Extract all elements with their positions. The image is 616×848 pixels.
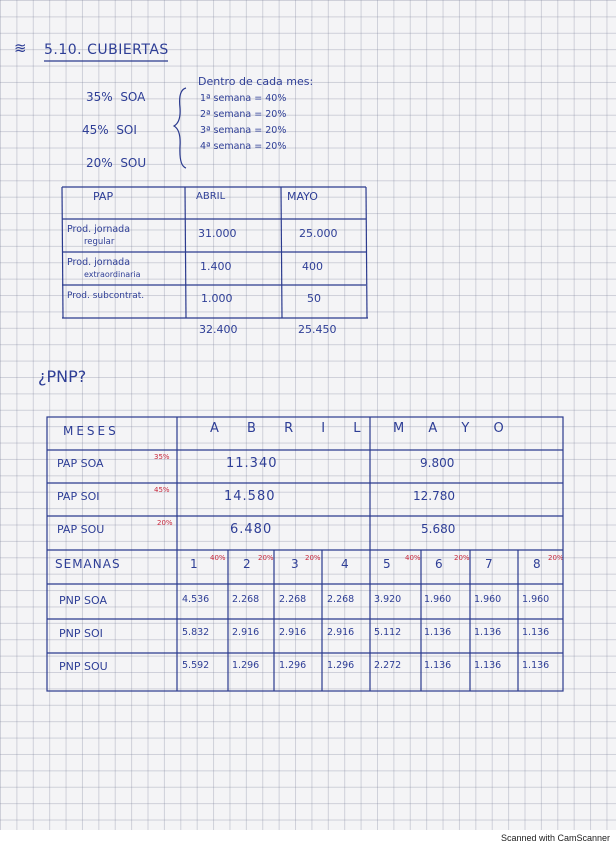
pnp-value-cell: 2.268 [232,594,260,605]
week-number: 4 [341,557,349,571]
pnp-value-cell: 1.960 [424,594,452,605]
semanas-label: SEMANAS [55,557,121,571]
week-split-line-4: 4ª semana = 20% [200,141,287,152]
week-split-line-2: 2ª semana = 20% [200,109,287,120]
pap-total-abril: 32.400 [199,323,238,336]
pnp-value-cell: 3.920 [374,594,402,605]
pap-soa-label: PAP SOA [57,457,104,470]
pnp-sou-label: PNP SOU [59,660,108,673]
pnp-value-cell: 2.268 [327,594,355,605]
bullet-mark: ≋ [14,39,27,57]
pap-row-3-mayo: 50 [307,292,321,305]
pnp-value-cell: 1.296 [327,660,355,671]
pnp-value-cell: 5.112 [374,627,402,638]
pnp-value-cell: 1.136 [424,660,452,671]
pap-row-1-label-2: regular [84,237,115,247]
pnp-soa-label: PNP SOA [59,594,107,607]
week-number: 1 [190,557,198,571]
pnp-value-cell: 4.536 [182,594,210,605]
pnp-value-cell: 5.592 [182,660,210,671]
pnp-value-cell: 5.832 [182,627,210,638]
pnp-value-cell: 1.136 [424,627,452,638]
week-number: 6 [435,557,443,571]
week-pct: 20% [258,554,274,562]
pap-soa-mayo: 9.800 [420,456,455,470]
pnp-value-cell: 1.136 [474,660,502,671]
week-pct: 20% [454,554,470,562]
pnp-value-cell: 2.916 [232,627,260,638]
big-header-mayo: M A Y O [393,421,514,436]
pap-row-1-mayo: 25.000 [299,227,338,240]
week-pct: 40% [405,554,421,562]
pnp-value-cell: 1.136 [522,660,550,671]
pap-header-label: PAP [93,190,114,203]
monthly-split-title: Dentro de cada mes: [198,75,314,88]
pap-row-3-abril: 1.000 [201,292,233,305]
week-number: 8 [533,557,541,571]
pap-row-2-label: Prod. jornada [67,257,131,268]
pap-sou-pct: 20% [157,519,173,527]
pnp-soi-label: PNP SOI [59,627,103,640]
pap-sou-mayo: 5.680 [421,522,456,536]
pnp-question: ¿PNP? [38,367,87,386]
pnp-value-cell: 1.296 [279,660,307,671]
pct-sou: 20% SOU [86,156,147,170]
pap-soi-pct: 45% [154,486,170,494]
pnp-value-cell: 2.916 [327,627,355,638]
pnp-value-cell: 2.272 [374,660,402,671]
big-header-label: MESES [63,424,119,438]
pct-soi: 45% SOI [82,123,137,137]
pap-soi-abril: 14.580 [224,489,276,504]
pnp-value-cell: 1.136 [522,627,550,638]
pap-row-2-mayo: 400 [302,260,323,273]
pap-sou-abril: 6.480 [230,522,273,537]
scan-footer [0,830,616,848]
week-number: 2 [243,557,251,571]
pap-row-3-label: Prod. subcontrat. [67,291,145,301]
pap-row-1-abril: 31.000 [198,227,237,240]
pap-sou-label: PAP SOU [57,523,105,536]
section-title: 5.10. CUBIERTAS [44,42,169,58]
pnp-value-cell: 1.136 [474,627,502,638]
pnp-value-cell: 1.296 [232,660,260,671]
pnp-value-cell: 1.960 [474,594,502,605]
week-split-line-3: 3ª semana = 20% [200,125,287,136]
big-header-abril: A B R I L [210,421,373,436]
pnp-value-cell: 2.916 [279,627,307,638]
week-number: 7 [485,557,493,571]
pap-soa-pct: 35% [154,453,170,461]
week-pct: 20% [548,554,564,562]
pap-soa-abril: 11.340 [226,456,278,471]
scanner-watermark: Scanned with CamScanner [500,833,610,843]
pap-total-mayo: 25.450 [298,323,337,336]
pap-row-2-label-2: extraordinaria [84,270,141,279]
pnp-value-cell: 1.960 [522,594,550,605]
week-number: 5 [383,557,391,571]
pap-header-mayo: MAYO [287,190,318,203]
week-pct: 40% [210,554,226,562]
pct-soa: 35% SOA [86,90,146,104]
pap-row-1-label: Prod. jornada [67,224,131,235]
pnp-value-cell: 2.268 [279,594,307,605]
pap-soi-label: PAP SOI [57,490,100,503]
week-split-line-1: 1ª semana = 40% [200,93,287,104]
week-pct: 20% [305,554,321,562]
week-number: 3 [291,557,299,571]
pap-row-2-abril: 1.400 [200,260,232,273]
pap-soi-mayo: 12.780 [413,489,455,503]
pap-header-abril: ABRIL [196,191,226,202]
